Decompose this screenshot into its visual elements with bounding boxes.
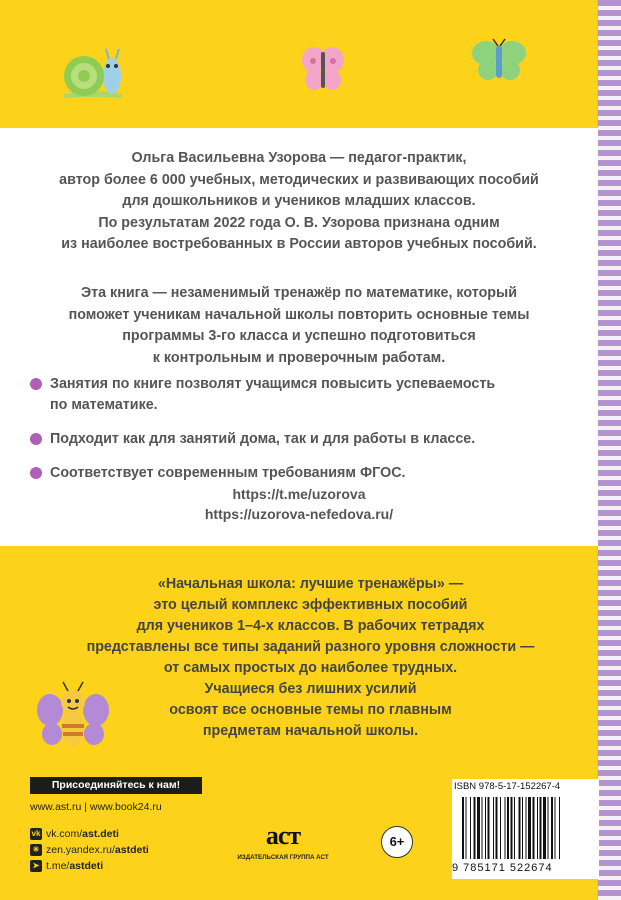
publisher-name: ИЗДАТЕЛЬСКАЯ ГРУППА АСТ [237, 854, 329, 861]
barcode-bar [526, 797, 527, 859]
series-line: представлены все типы заданий разного уровня сложности — [86, 639, 535, 655]
barcode-bar [522, 797, 523, 859]
barcode-number: 9 785171 522674 [452, 862, 553, 874]
barcode-bar [540, 797, 542, 859]
isbn-label: ISBN 978-5-17-152267-4 [454, 781, 561, 792]
series-line: от самых простых до наиболее трудных. [163, 660, 458, 676]
barcode-bar [514, 797, 515, 859]
barcode-bar [500, 797, 501, 859]
intro-line: для дошкольников и учеников младших классов. [122, 193, 476, 209]
intro-line: По результатам 2022 года О. В. Узорова признана одним [98, 214, 500, 231]
barcode [462, 797, 594, 859]
social-link-vk[interactable] [30, 826, 149, 842]
barcode-bar [519, 797, 521, 859]
vk-icon: vk [31, 829, 41, 838]
series-line: Учащиеся без лишних усилий [204, 681, 417, 697]
social-prefix: vk.com/ [46, 828, 83, 840]
series-line: для учеников 1–4-х классов. В рабочих тетрадях [136, 618, 485, 634]
bullet-icon [30, 467, 42, 479]
list-item [30, 429, 590, 450]
list-item-text: Подходит как для занятий дома, так и для работы в классе. [50, 431, 476, 447]
barcode-bar [477, 797, 480, 859]
social-prefix: zen.yandex.ru/ [46, 844, 115, 856]
barcode-bar [493, 797, 494, 859]
barcode-bar [466, 797, 467, 859]
barcode-bar [533, 797, 535, 859]
social-prefix: t.me/ [46, 860, 70, 872]
barcode-bar [537, 797, 538, 859]
social-links [30, 826, 149, 874]
barcode-bar [511, 797, 513, 859]
telegram-icon: ➤ [30, 860, 42, 872]
social-link-telegram[interactable] [30, 858, 149, 874]
spiral-binding [597, 0, 621, 900]
list-item-text: Занятия по книге позволят учащимся повысить успеваемость [50, 376, 496, 392]
zen-icon: ✳ [30, 844, 42, 856]
barcode-bar [505, 797, 506, 859]
barcode-bar [555, 797, 556, 859]
barcode-bar [528, 797, 531, 859]
social-handle: astdeti [114, 844, 149, 856]
barcode-bar [551, 797, 553, 859]
author-intro [0, 148, 598, 256]
book-description [0, 283, 598, 369]
barcode-bar [559, 797, 560, 859]
barcode-bar [485, 797, 486, 859]
telegram-link[interactable]: https://t.me/uzorova [232, 486, 366, 502]
intro-line: из наиболее востребованных в России авторов учебных пособий. [61, 236, 537, 252]
bullet-icon [30, 378, 42, 390]
publisher-sites[interactable]: www.ast.ru | www.book24.ru [30, 801, 162, 813]
description-line: Эта книга — незаменимый тренажёр по математике, который [80, 285, 518, 301]
intro-line: Ольга Васильевна Узорова — педагог-практик, [131, 150, 467, 166]
series-line: «Начальная школа: лучшие тренажёры» — [157, 576, 464, 592]
barcode-bar [470, 797, 471, 859]
list-item [30, 374, 590, 416]
bee-illustration [36, 680, 110, 752]
series-line: это целый комплекс эффективных пособий [153, 597, 468, 613]
bullet-icon [30, 433, 42, 445]
logo-mark: аст [265, 821, 301, 850]
description-line: поможет ученикам начальной школы повторить основные темы [68, 306, 530, 323]
description-line: программы 3-го класса и успешно подготовиться [122, 328, 476, 344]
barcode-bar [462, 797, 464, 859]
barcode-bar [474, 797, 476, 859]
age-rating-badge: 6+ [381, 826, 413, 858]
publisher-logo [237, 820, 329, 880]
feature-list [30, 374, 590, 497]
snail-illustration [58, 46, 126, 102]
barcode-bar [488, 797, 490, 859]
series-line: освоят все основные темы по главным [169, 702, 452, 718]
list-item-text: Соответствует современным требованиям ФГОС. [50, 465, 406, 481]
join-us-banner: Присоединяйтесь к нам! [30, 777, 202, 794]
social-handle: ast.deti [82, 828, 119, 840]
barcode-bar [507, 797, 509, 859]
web-links [0, 484, 598, 524]
barcode-bar [496, 797, 498, 859]
green-butterfly-illustration [470, 38, 528, 84]
list-item-text: по математике. [50, 397, 158, 413]
barcode-bar [543, 797, 546, 859]
description-line: к контрольным и проверочным работам. [152, 349, 446, 366]
barcode-bar [548, 797, 549, 859]
social-handle: astdeti [69, 860, 104, 872]
barcode-bar [482, 797, 483, 859]
website-link[interactable]: https://uzorova-nefedova.ru/ [204, 506, 394, 522]
list-item [30, 463, 590, 484]
series-line: предметам начальной школы. [202, 723, 419, 739]
social-link-zen[interactable] [30, 842, 149, 858]
pink-butterfly-illustration [300, 44, 346, 94]
intro-line: автор более 6 000 учебных, методических и развивающих пособий [59, 171, 539, 188]
